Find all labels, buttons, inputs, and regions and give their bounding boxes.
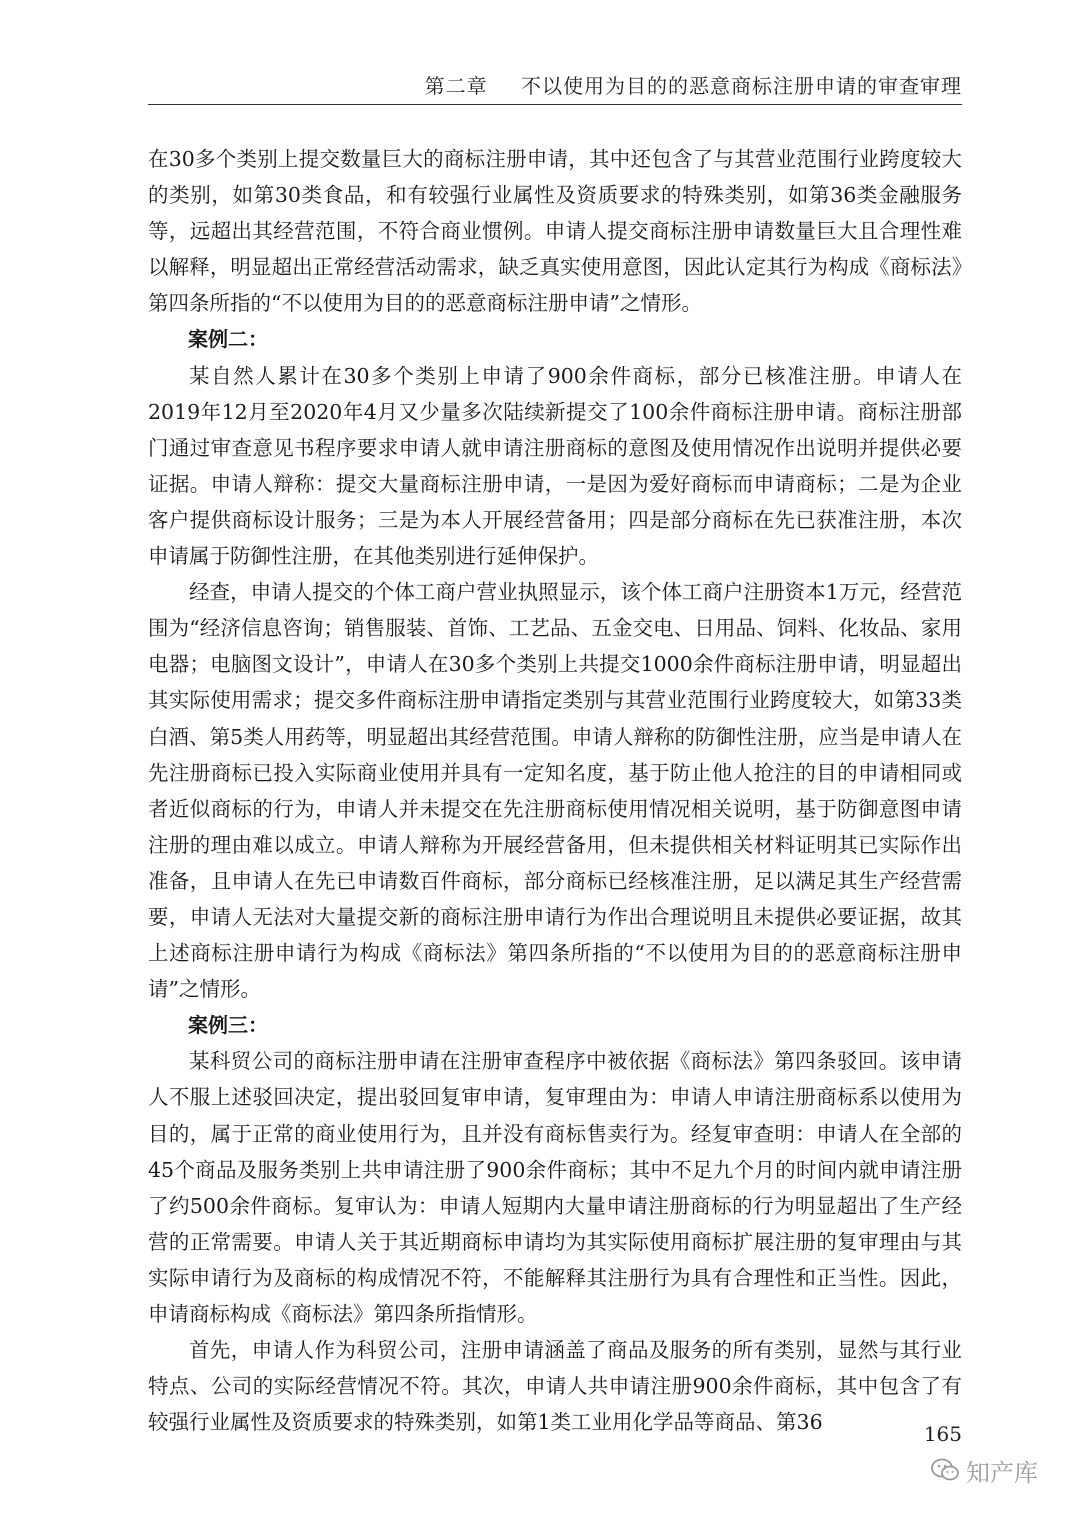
- chapter-label: 第二章: [424, 74, 488, 98]
- paragraph: 在30多个类别上提交数量巨大的商标注册申请，其中还包含了与其营业范围行业跨度较大的类别，如第30类食品，和有较强行业属性及资质要求的特殊类别，如第36类金融服务等，远超出其经营范围，不符合商业惯例。申请人提交商标注册申请数量巨大且合理性难以解释，明显超出正常经营活动需求，缺乏真实使用意图，因此认定其行为构成《商标法》第四条所指的“不以使用为目的的恶意商标注册申请”之情形。: [148, 147, 962, 316]
- page-number: 165: [923, 1422, 962, 1446]
- wechat-icon: [930, 1457, 960, 1483]
- body-text: [148, 141, 962, 1440]
- header-rule: [148, 104, 962, 105]
- paragraph: 某自然人累计在30多个类别上申请了900余件商标，部分已核准注册。申请人在2019年12月至2020年4月又少量多次陆续新提交了100余件商标注册申请。商标注册部门通过审查意见书程序要求申请人就申请注册商标的意图及使用情况作出说明并提供必要证据。申请人辩称：提交大量商标注册申请，一是因为爱好商标而申请商标；二是为企业客户提供商标设计服务；三是为本人开展经营备用；四是部分商标在先已获准注册，本次申请属于防御性注册，在其他类别进行延伸保护。: [148, 363, 962, 569]
- watermark-text: 知产库: [966, 1458, 1038, 1487]
- running-header: [148, 70, 962, 104]
- watermark: [930, 1452, 1038, 1488]
- chapter-title: 不以使用为目的的恶意商标注册申请的审查审理: [521, 74, 962, 98]
- case-heading: 案例二：: [188, 327, 268, 352]
- case-heading: 案例三：: [188, 1013, 268, 1038]
- paragraph: 某科贸公司的商标注册申请在注册审查程序中被依据《商标法》第四条驳回。该申请人不服上述驳回决定，提出驳回复审申请，复审理由为：申请人申请注册商标系以使用为目的，属于正常的商业使用行为，且并没有商标售卖行为。经复审查明：申请人在全部的45个商品及服务类别上共申请注册了900余件商标；其中不足九个月的时间内就申请注册了约500余件商标。复审认为：申请人短期内大量申请注册商标的行为明显超出了生产经营的正常需要。申请人关于其近期商标申请均为其实际使用商标扩展注册的复审理由与其实际申请行为及商标的构成情况不符，不能解释其注册行为具有合理性和正当性。因此，申请商标构成《商标法》第四条所指情形。: [148, 1049, 962, 1326]
- paragraph: 首先，申请人作为科贸公司，注册申请涵盖了商品及服务的所有类别，显然与其行业特点、公司的实际经营情况不符。其次，申请人共申请注册900余件商标，其中包含了有较强行业属性及资质要求的特殊类别，如第1类工业用化学品等商品、第36: [148, 1338, 962, 1435]
- paragraph: 经查，申请人提交的个体工商户营业执照显示，该个体工商户注册资本1万元，经营范围为“经济信息咨询；销售服装、首饰、工艺品、五金交电、日用品、饲料、化妆品、家用电器；电脑图文设计”，申请人在30多个类别上共提交1000余件商标注册申请，明显超出其实际使用需求；提交多件商标注册申请指定类别与其营业范围行业跨度较大，如第33类白酒、第5类人用药等，明显超出其经营范围。申请人辩称的防御性注册，应当是申请人在先注册商标已投入实际商业使用并具有一定知名度，基于防止他人抢注的目的申请相同或者近似商标的行为，申请人并未提交在先注册商标使用情况相关说明，基于防御意图申请注册的理由难以成立。申请人辩称为开展经营备用，但未提供相关材料证明其已实际作出准备，且申请人在先已申请数百件商标，部分商标已经核准注册，足以满足其生产经营需要，申请人无法对大量提交新的商标注册申请行为作出合理说明且未提供必要证据，故其上述商标注册申请行为构成《商标法》第四条所指的“不以使用为目的的恶意商标注册申请”之情形。: [148, 580, 962, 1002]
